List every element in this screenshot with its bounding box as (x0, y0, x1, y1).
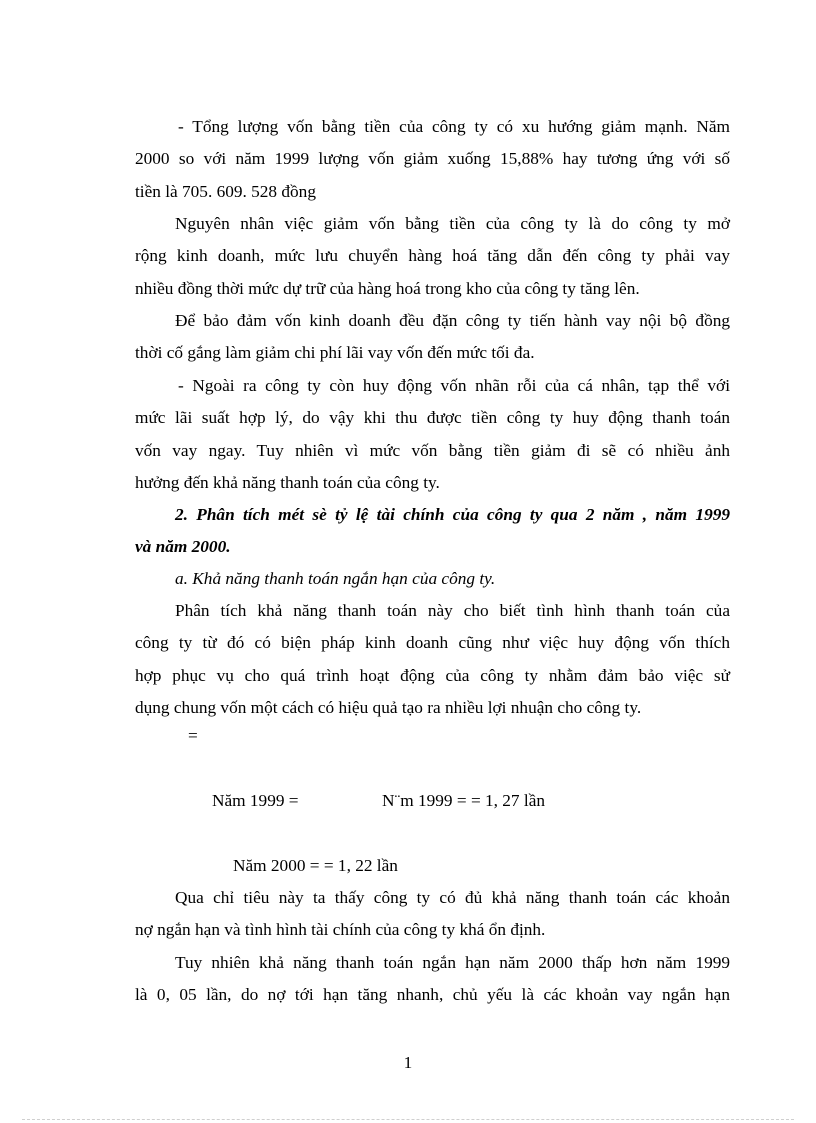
text-line: nợ ngắn hạn và tình hình tài chính của công ty khá ổn định. (135, 920, 546, 940)
text-line: công ty từ đó có biện pháp kinh doanh cũng như việc huy động vốn thích (135, 633, 730, 653)
text-line: rộng kinh doanh, mức lưu chuyển hàng hoá tăng dẫn đến công ty phải vay (135, 246, 730, 266)
heading-line: và năm 2000. (135, 537, 231, 557)
paragraph-analysis (135, 595, 730, 724)
text-line: thời cố gắng làm giảm chi phí lãi vay vốn đến mức tối đa. (135, 343, 535, 363)
paragraph-conclusion (135, 882, 730, 947)
formula-year-1999-label: Năm 1999 = (212, 791, 299, 810)
section-heading (135, 499, 730, 564)
formula-year-2000-value: Năm 2000 = = 1, 22 lần (233, 856, 398, 875)
paragraph-cash-decrease (135, 111, 730, 208)
paragraph-idle-capital (135, 370, 730, 499)
text-line: Nguyên nhân việc giảm vốn bằng tiền của công ty là do công ty mở (175, 214, 730, 233)
text-line: mức lãi suất hợp lý, do vậy khi thu được tiền công ty huy động thanh toán (135, 408, 730, 428)
text-line: Phân tích khả năng thanh toán này cho biết tình hình thanh toán của (175, 601, 730, 620)
text-line: Để bảo đảm vốn kinh doanh đều đặn công ty tiến hành vay nội bộ đồng (175, 311, 730, 330)
text-line: hưởng đến khả năng thanh toán của công ty. (135, 472, 440, 492)
page-number: 1 (403, 1053, 413, 1072)
text-line: nhiều đồng thời mức dự trữ của hàng hoá trong kho của công ty tăng lên. (135, 278, 640, 298)
heading-line: 2. Phân tích mét sè tỷ lệ tài chính của công ty qua 2 năm , năm 1999 (175, 505, 730, 524)
page-bottom-divider (22, 1119, 794, 1120)
text-line: là 0, 05 lần, do nợ tới hạn tăng nhanh, chủ yếu là các khoản vay ngắn hạn (135, 985, 730, 1005)
text-line: vốn vay ngay. Tuy nhiên vì mức vốn bằng tiền giảm đi sẽ có nhiều ảnh (135, 440, 730, 460)
paragraph-cause (135, 208, 730, 305)
text-line: - Tổng lượng vốn bằng tiền của công ty có xu hướng giảm mạnh. Năm (178, 117, 730, 136)
text-line: 2000 so với năm 1999 lượng vốn giảm xuống 15,88% hay tương ứng với số (135, 149, 730, 169)
text-line: hợp phục vụ cho quá trình hoạt động của công ty nhằm đảm bảo việc sử (135, 665, 730, 685)
paragraph-capital-guarantee (135, 305, 730, 370)
text-line: tiền là 705. 609. 528 đồng (135, 181, 316, 201)
text-line: Qua chỉ tiêu này ta thấy công ty có đủ khả năng thanh toán các khoản (175, 888, 730, 907)
subsection-heading (135, 563, 730, 595)
formula-equals-sign: = (188, 726, 198, 745)
formula-year-1999-value: N¨m 1999 = = 1, 27 lần (382, 791, 546, 810)
paragraph-short-term-comparison (135, 947, 730, 1012)
text-line: - Ngoài ra công ty còn huy động vốn nhãn rỗi của cá nhân, tạp thể với (178, 376, 730, 395)
text-line: dụng chung vốn một cách có hiệu quả tạo ra nhiều lợi nhuận cho công ty. (135, 697, 642, 717)
subheading-line: a. Khả năng thanh toán ngắn hạn của công ty. (175, 569, 496, 588)
text-line: Tuy nhiên khả năng thanh toán ngắn hạn năm 2000 thấp hơn năm 1999 (175, 953, 730, 972)
